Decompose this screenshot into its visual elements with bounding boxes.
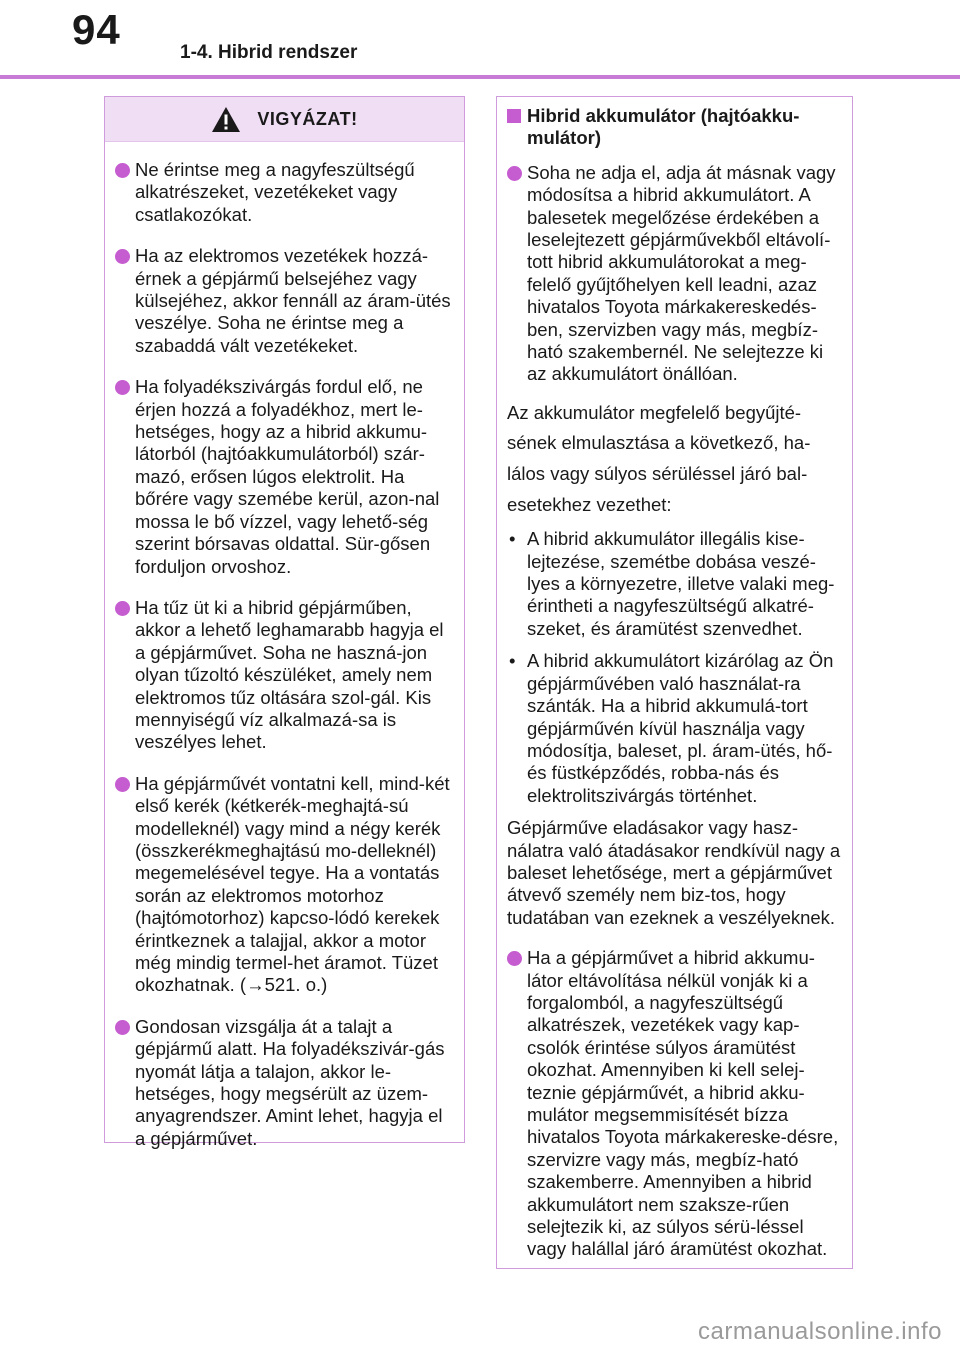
bullet-dot-icon bbox=[115, 777, 130, 792]
battery-heading-text: Hibrid akkumulátor (hajtóakku-mulátor) bbox=[527, 105, 800, 149]
bullet-dot-icon bbox=[115, 601, 130, 616]
battery-heading bbox=[507, 105, 842, 150]
warning-header bbox=[105, 97, 464, 142]
warning-item bbox=[115, 376, 454, 578]
list-item bbox=[507, 528, 842, 640]
warning-item bbox=[115, 1016, 454, 1150]
battery-bullet-text: Soha ne adja el, adja át másnak vagy módosítsa a hibrid akkumulátort. A balesetek megelőzése érdekében a leselejtezett gépjárművekből eltávolí-tott hibrid akkumulátorokat a meg-felelő gyűjtőhelyen kell leadni, azaz hivatalos Toyota márkakereskedés-ben, szervizben vagy más, megbíz-ható szakembernél. Ne selejtezze ki az akkumulátort önállóan. bbox=[527, 161, 836, 385]
bullet-dot-icon bbox=[115, 163, 130, 178]
list-item-text: A hibrid akkumulátort kizárólag az Ön gépjárművében való használat-ra szánták. Ha a hibrid akkumulá-tort gépjárművén kívül használja vagy módosítja, baleset, pl. áram-ütés, hő- és füstképződés, robba-nás és elektrolitszivárgás történhet. bbox=[527, 650, 834, 806]
list-item-text: A hibrid akkumulátor illegális kise-lejtezése, szemétbe dobása veszé-lyes a környezetre, illetve valaki meg-érintheti a nagyfeszültségű alkatré-szeket, és áramütést szenvedhet. bbox=[527, 528, 835, 639]
bullet-dot-icon bbox=[115, 1020, 130, 1035]
bullet-dot-icon bbox=[507, 166, 522, 181]
warning-triangle-icon bbox=[211, 106, 241, 133]
warning-item-text: Ha gépjárművét vontatni kell, mind-két első kerék (kétkerék-meghajtá-sú modelleknél) vagy mind a négy kerék (összkerékmeghajtású mo-delleknél) megemelésével tegye. Ha a vontatás során az elektromos motorhoz (hajtómotorhoz) kapcso-lódó kerekek érintkeznek a talajjal, akkor a motor még mindig termel-het áramot. Tüzet okozhatnak. (→521. o.) bbox=[135, 772, 450, 996]
list-item bbox=[507, 650, 842, 807]
warning-item-text: Ha tűz üt ki a hibrid gépjárműben, akkor a lehető leghamarabb hagyja el a gépjárművet. Soha ne haszná-jon olyan tűzoltó készüléket, amely nem elektromos tűz oltására szol-gál. Kis mennyiségű víz alkalmazá-sa is veszélyes lehet. bbox=[135, 596, 444, 753]
battery-info-box bbox=[496, 96, 853, 1269]
warning-item-text: Ha az elektromos vezetékek hozzá-érnek a gépjármű belsejéhez vagy külsejéhez, akkor fennáll az áram-ütés veszélye. Soha ne érintse meg a szabaddá vált vezetékeket. bbox=[135, 245, 451, 356]
battery-bullet bbox=[507, 947, 842, 1261]
square-bullet-icon bbox=[507, 109, 521, 123]
watermark: carmanualsonline.info bbox=[698, 1318, 942, 1345]
header-divider bbox=[0, 75, 960, 79]
warning-box bbox=[104, 96, 465, 1149]
warning-item bbox=[115, 597, 454, 754]
warning-item bbox=[115, 773, 454, 997]
battery-bullet-text: Ha a gépjárművet a hibrid akkumu-látor eltávolítása nélkül vonják ki a forgalomból, a nagyfeszültségű alkatrészek, vezetékek vagy kap-csolók érintése súlyos áramütést okozhat. Amennyiben ki kell selej-teznie gépjárművét, a hibrid akku-mulátor megsemmisítését bízza hivatalos Toyota márkakereske-désre, szervizre vagy más, megbíz-ható szakemberre. Amennyiben a hibrid akkumulátort nem szaksze-rűen selejtezik ki, az súlyos sérü-léssel vagy halállal járó áramütést okozhat. bbox=[527, 947, 839, 1260]
battery-bullet bbox=[507, 162, 842, 386]
page-number: 94 bbox=[72, 6, 121, 53]
warning-item-text: Gondosan vizsgálja át a talajt a gépjármű alatt. Ha folyadékszivár-gás nyomát látja a talajon, akkor le-hetséges, hogy megsérült az üzem-anyagrendszer. Amint lehet, hagyja el a gépjárművet. bbox=[135, 1015, 445, 1149]
warning-item bbox=[115, 245, 454, 357]
warning-list bbox=[105, 142, 464, 1150]
warning-item-text: Ha folyadékszivárgás fordul elő, ne érjen hozzá a folyadékhoz, mert le-hetséges, hogy az a hibrid akkumu-látorból (hajtóakkumulátorból) szár-mazó, erősen lúgos elektrolit. Ha bőrére vagy szemébe kerül, azon-nal mossa le bő vízzel, vagy lehető-ség szerint bórsavas oldattal. Sür-gősen forduljon orvoshoz. bbox=[135, 376, 440, 577]
warning-item-text: Ne érintse meg a nagyfeszültségű alkatrészeket, vezetékeket vagy csatlakozókat. bbox=[135, 159, 415, 225]
small-bullet-icon: • bbox=[509, 650, 516, 672]
bullet-dot-icon bbox=[115, 380, 130, 395]
section-title: 1-4. Hibrid rendszer bbox=[180, 42, 358, 63]
warning-title: VIGYÁZAT! bbox=[257, 108, 358, 129]
battery-paragraph: Gépjárműve eladásakor vagy hasz-nálatra való átadásakor rendkívül nagy a baleset lehetősége, mert a gépjárművet átvevő személy nem biz-tos, hogy tudatában van ezeknek a veszélyeknek. bbox=[507, 817, 841, 928]
bullet-dot-icon bbox=[507, 951, 522, 966]
small-bullet-icon: • bbox=[509, 528, 516, 550]
warning-item bbox=[115, 159, 454, 226]
bullet-dot-icon bbox=[115, 249, 130, 264]
battery-paragraph: Az akkumulátor megfelelő begyűjté-sének elmulasztása a következő, ha-lálos vagy súlyos sérüléssel járó bal-esetekhez vezethet: bbox=[507, 401, 811, 515]
